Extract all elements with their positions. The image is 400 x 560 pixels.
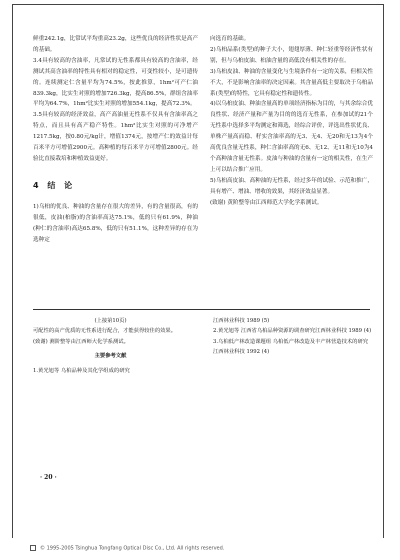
left-column: [33, 34, 198, 245]
page-number: · 20 ·: [40, 474, 57, 481]
paragraph: 3.4具有较高的含油率，凡常试的无性系都具有较高的含油率，经测试其高含油率的特性具有相对的稳定性，可变性较小，是可遗传的。连续测定仁含量平均为74.5%，按此推算，1hm²可产仁油839.3kg，比实生对照的增加726.3kg，提高86.5%，群组含油率平均为64.7%，1hm²比实生对照的增加554.1kg，提高72.3%。: [33, 57, 198, 108]
paragraph: 5)乌桕高皮油、高种油的无性系，经过多年的试验、示范和推广，具有增产、增油、增收的效果，其经济效益显著。: [210, 177, 373, 195]
paragraph: 2)乌桕品系(类型)的种子大小，翅翅厚薄、种仁轻重等经济性状有别，但与乌桕皮油、桕油含量的高低没有相关性的存在。: [210, 46, 373, 64]
right-column: [210, 34, 373, 209]
acknowledgement: (致谢) 测阶整等由江西师大化学系测试。: [33, 338, 129, 345]
reference-item: 江西林业科技 1989 (5): [213, 318, 270, 324]
references-title: 主要参考文献: [94, 353, 127, 360]
reference-item: 2.黄光旭等 江西省乌桕品种资源的调查研究江西林业科技 1989 (4): [213, 328, 372, 335]
info-icon: [30, 545, 36, 551]
reference-item: 1.黄光旭等 乌桕品种及其化学组成的研究: [33, 367, 130, 374]
reference-item: 3.乌桕低产林改造课题组 乌桕低产林改造及丰产林营造技术的研究 江西林业科技 1992 (4): [213, 338, 369, 356]
copyright-footer: [30, 545, 224, 552]
paragraph: 3)乌桕皮油、种油的含量变化与生境条件有一定的关系，但相关性不大，不是影响含油率的决定因素。其含量高低主要取决于乌桕品系(类型)的特性，它具有稳定性和遗传性。: [210, 68, 373, 97]
frame-top-line: [12, 4, 384, 5]
paragraph: 1)乌桕的优良、种油的含量存在很大的差异，有的含量很高，有的很低，皮油(桕脂)的含油率高达75.1%，低的只有61.9%，种油(种仁的含油率)高达65.8%，低的只有51.1%，这种差异的存在为选种定: [33, 203, 198, 243]
section-divider: [33, 309, 370, 310]
paragraph: 4)以乌桕皮油、种油含量高的单项经济指标为目的，与其余综合优良性状、经济产量和产量为目的的选育无性系，在参加试的21个无性系中选择多平均测定和筛选，经综合评价，评选出性状优良、单株产量高而稳、籽实含油率高的无3、无4、无20和无13为4个高优良含量无性系，种仁含油率高的无6、无12、无11和无10为4个高种油含量无性系。皮油与种油的含量有一定的相关性，在生产上可以结合推广应用。: [210, 101, 373, 173]
section-heading: 4 结 论: [33, 180, 76, 190]
acknowledgement: (致谢) 黄阶整等由江西师范大学化学系测试。: [210, 199, 323, 206]
continued-note: (上接第10页): [94, 318, 127, 324]
paragraph: 3.5具有较高的经济效益，高产高油量无性系不仅具有含油率高之特点，而且具有高产稳产特性。1hm²比实生对照的可净增产1217.5kg，按0.80元/kg计，增值1374元，按增产仁的效益计每百米平方可增值2900元。高种植的每百米平方可增值2800元。经验比直接栽培和种植效益更好。: [33, 112, 198, 162]
lower-left-column: [33, 316, 188, 376]
frame-left-line: [12, 4, 13, 538]
frame-right-line: [383, 4, 384, 538]
lower-right-column: [213, 316, 373, 358]
paragraph: 可配性的高产优质的无性系进行配合，才能获得较佳的效果。: [33, 328, 177, 335]
copyright-text: © 1995-2005 Tsinghua Tongfang Optical Disc Co., Ltd. All rights reserved.: [40, 545, 225, 552]
paragraph: 向选育的基础。: [210, 36, 250, 42]
paragraph: 鲜重242.1g，比常试平均重高23.2g，这些优良的经济性状是高产的基础。: [33, 36, 198, 53]
